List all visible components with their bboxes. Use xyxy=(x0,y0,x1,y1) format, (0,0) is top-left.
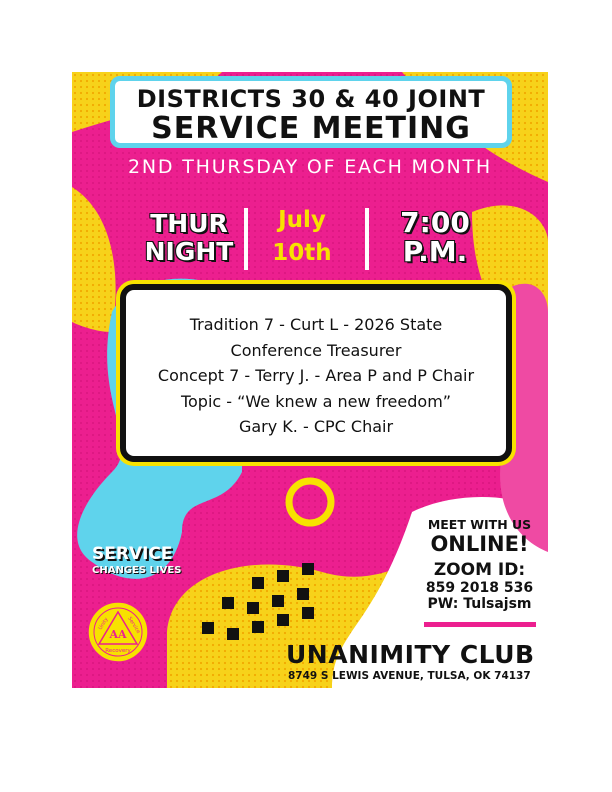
svg-text:Recovery: Recovery xyxy=(105,648,131,654)
svg-text:Unity: Unity xyxy=(97,616,110,632)
agenda-line: Concept 7 - Terry J. - Area P and P Chair xyxy=(157,366,475,385)
agenda-line: Gary K. - CPC Chair xyxy=(238,417,394,436)
zoom-id: 859 2018 536 xyxy=(425,580,534,596)
flyer xyxy=(72,72,548,688)
online-line-1: MEET WITH US xyxy=(427,517,532,532)
svg-text:AA: AA xyxy=(109,628,127,641)
divider-right xyxy=(365,208,369,270)
meeting-frequency: 2ND THURSDAY OF EACH MONTH xyxy=(128,156,492,178)
divider-left xyxy=(244,208,248,270)
venue-name: UNANIMITY CLUB xyxy=(286,640,535,669)
title-line-1: DISTRICTS 30 & 40 JOINT xyxy=(136,85,486,113)
day-block xyxy=(144,210,234,266)
day-line-2: NIGHT xyxy=(144,237,234,266)
title-box xyxy=(110,76,512,148)
slogan-line-1: SERVICE xyxy=(92,544,173,564)
time-block xyxy=(390,208,480,267)
zoom-password: PW: Tulsajsm xyxy=(427,596,532,612)
aa-logo-icon xyxy=(86,600,150,664)
online-block xyxy=(417,517,542,612)
pink-rule xyxy=(424,622,536,627)
time-line-2: P.M. xyxy=(402,235,468,269)
zoom-label: ZOOM ID: xyxy=(433,560,526,580)
slogan-line-2: CHANGES LIVES xyxy=(92,565,182,576)
time-line-1: 7:00 xyxy=(400,206,470,239)
day-line-1: THUR xyxy=(150,209,228,238)
date-line-2: 10th xyxy=(272,240,332,267)
agenda-line: Conference Treasurer xyxy=(230,340,402,360)
title-line-2: SERVICE MEETING xyxy=(151,111,471,146)
venue-address: 8749 S LEWIS AVENUE, TULSA, OK 74137 xyxy=(288,670,531,682)
date-block xyxy=(262,204,342,271)
agenda-line: Topic - “We knew a new freedom” xyxy=(180,391,452,411)
online-line-2: ONLINE! xyxy=(430,532,529,556)
agenda-box xyxy=(120,284,512,462)
svg-text:Service: Service xyxy=(126,615,142,635)
agenda-line: Tradition 7 - Curt L - 2026 State xyxy=(189,315,443,334)
agenda-list xyxy=(126,312,506,440)
date-line-1: July xyxy=(278,207,326,233)
